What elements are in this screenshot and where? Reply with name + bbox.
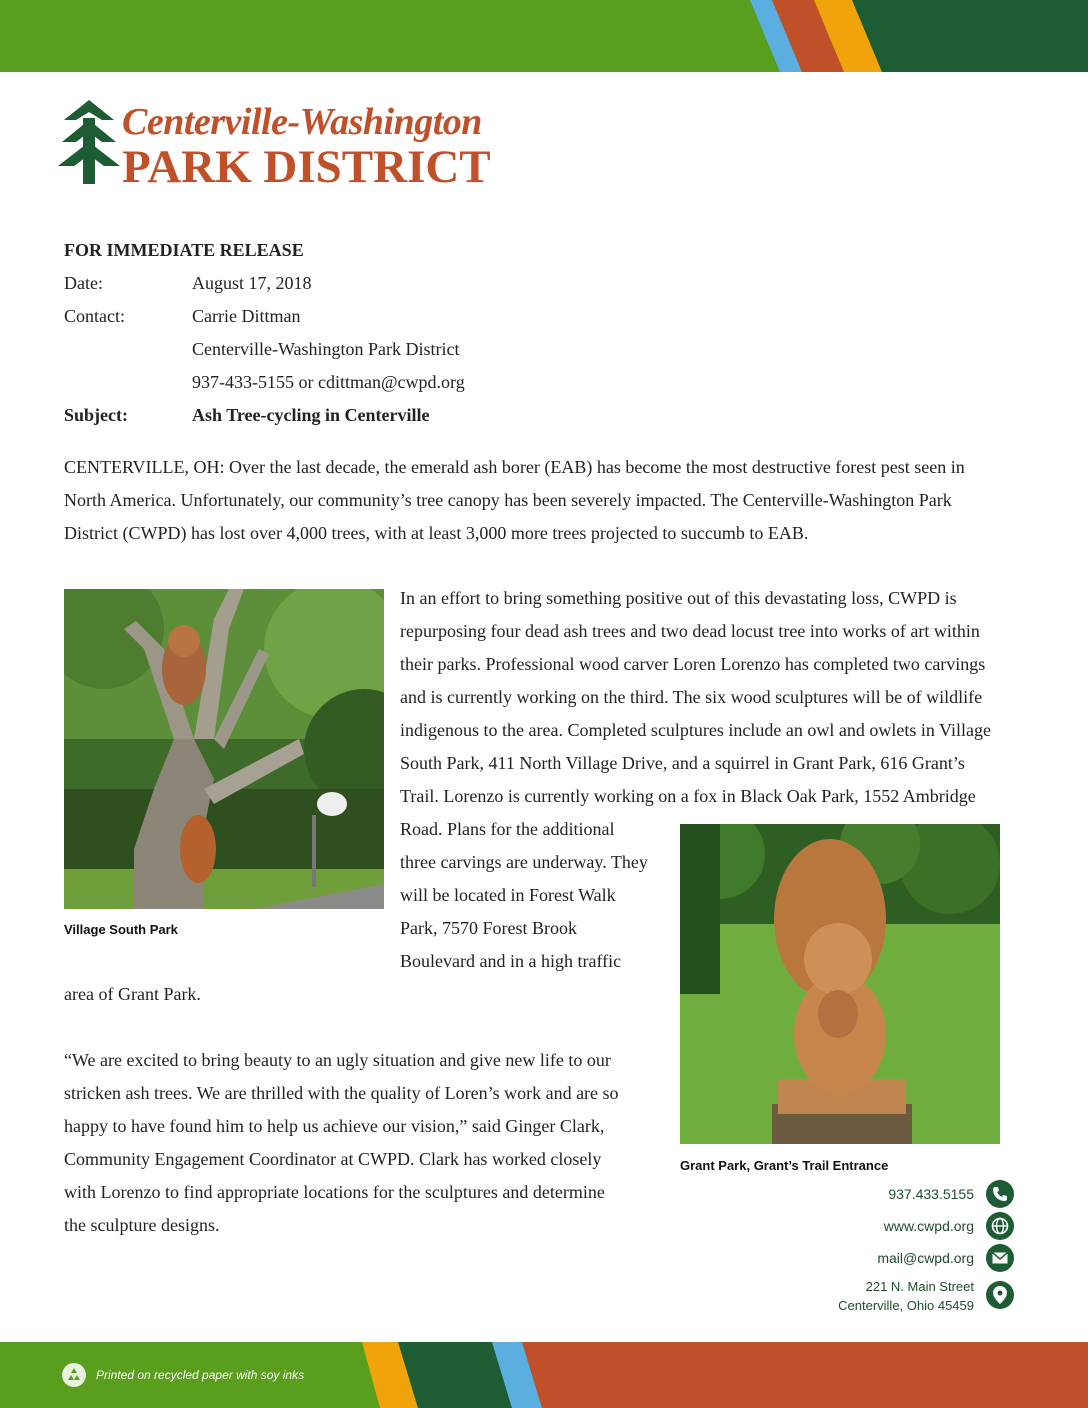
intro-line: North America. Unfortunately, our community’s tree canopy has been severely impacted. The Centerville-Washington Park — [64, 490, 952, 510]
contact-phone[interactable]: 937.433.5155 — [888, 1186, 974, 1202]
paragraph-line: and is currently working on the third. The six wood sculptures will be of wildlife — [400, 687, 983, 707]
contact-info: 937-433-5155 or cdittman@cwpd.org — [192, 372, 465, 392]
paragraph-line: South Park, 411 North Village Drive, and a squirrel in Grant Park, 616 Grant’s — [400, 753, 965, 773]
intro-line: CENTERVILLE, OH: Over the last decade, the emerald ash borer (EAB) has become the most destructive forest pest seen in — [64, 457, 965, 477]
contact-address-line2: Centerville, Ohio 45459 — [838, 1298, 974, 1313]
paragraph-line: Boulevard and in a high traffic — [400, 951, 622, 971]
grant-park-squirrel-photo — [680, 824, 1000, 1144]
quote-line: with Lorenzo to find appropriate locations for the sculptures and determine — [64, 1182, 605, 1202]
recycle-icon — [62, 1363, 86, 1387]
logo-wordmark-top: Centerville-Washington — [122, 101, 482, 143]
contact-label: Contact: — [64, 306, 125, 326]
contact-address-line1: 221 N. Main Street — [865, 1279, 974, 1294]
photo-caption-village-south-park: Village South Park — [64, 922, 178, 937]
intro-paragraph — [64, 451, 1044, 550]
quote-line: stricken ash trees. We are thrilled with the quality of Loren’s work and are so — [64, 1083, 619, 1103]
contact-org: Centerville-Washington Park District — [192, 339, 460, 359]
pine-tree-logo-icon — [58, 100, 120, 184]
logo-wordmark-bottom: PARK DISTRICT — [122, 141, 491, 193]
paragraph-line: area of Grant Park. — [64, 984, 201, 1004]
paragraph-line: will be located in Forest Walk — [400, 885, 616, 905]
paragraph-line: their parks. Professional wood carver Loren Lorenzo has completed two carvings — [400, 654, 986, 674]
paragraph-line: repurposing four dead ash trees and two dead locust tree into works of art within — [400, 621, 980, 641]
quote-line: the sculpture designs. — [64, 1215, 220, 1235]
photo-caption-grant-park: Grant Park, Grant’s Trail Entrance — [680, 1158, 889, 1173]
phone-icon — [986, 1180, 1014, 1208]
paragraph-line: Park, 7570 Forest Brook — [400, 918, 577, 938]
paragraph-line: Road. Plans for the additional — [400, 819, 615, 839]
globe-icon — [986, 1212, 1014, 1240]
paragraph-line: indigenous to the area. Completed sculptures include an owl and owlets in Village — [400, 720, 991, 740]
date-label: Date: — [64, 273, 103, 293]
quote-paragraph — [64, 1044, 664, 1242]
paragraph-line: three carvings are underway. They — [400, 852, 648, 872]
header-color-band — [0, 0, 1088, 72]
release-heading: FOR IMMEDIATE RELEASE — [64, 240, 304, 260]
quote-line: “We are excited to bring beauty to an ugly situation and give new life to our — [64, 1050, 611, 1070]
subject-label: Subject: — [64, 405, 128, 425]
map-pin-icon — [986, 1281, 1014, 1309]
envelope-icon — [986, 1244, 1014, 1272]
contact-website[interactable]: www.cwpd.org — [883, 1218, 974, 1234]
date-value: August 17, 2018 — [192, 273, 312, 293]
intro-line: District (CWPD) has lost over 4,000 trees, with at least 3,000 more trees projected to succumb to EAB. — [64, 523, 809, 543]
quote-line: Community Engagement Coordinator at CWPD. Clark has worked closely — [64, 1149, 602, 1169]
contact-name: Carrie Dittman — [192, 306, 301, 326]
paragraph-line: In an effort to bring something positive out of this devastating loss, CWPD is — [400, 588, 957, 608]
village-south-park-photo — [64, 589, 384, 909]
subject-value: Ash Tree-cycling in Centerville — [192, 405, 430, 425]
quote-line: happy to have found him to help us achieve our vision,” said Ginger Clark, — [64, 1116, 605, 1136]
footer-note: Printed on recycled paper with soy inks — [96, 1368, 305, 1382]
contact-email[interactable]: mail@cwpd.org — [877, 1250, 974, 1266]
paragraph-line: Trail. Lorenzo is currently working on a fox in Black Oak Park, 1552 Ambridge — [400, 786, 976, 806]
